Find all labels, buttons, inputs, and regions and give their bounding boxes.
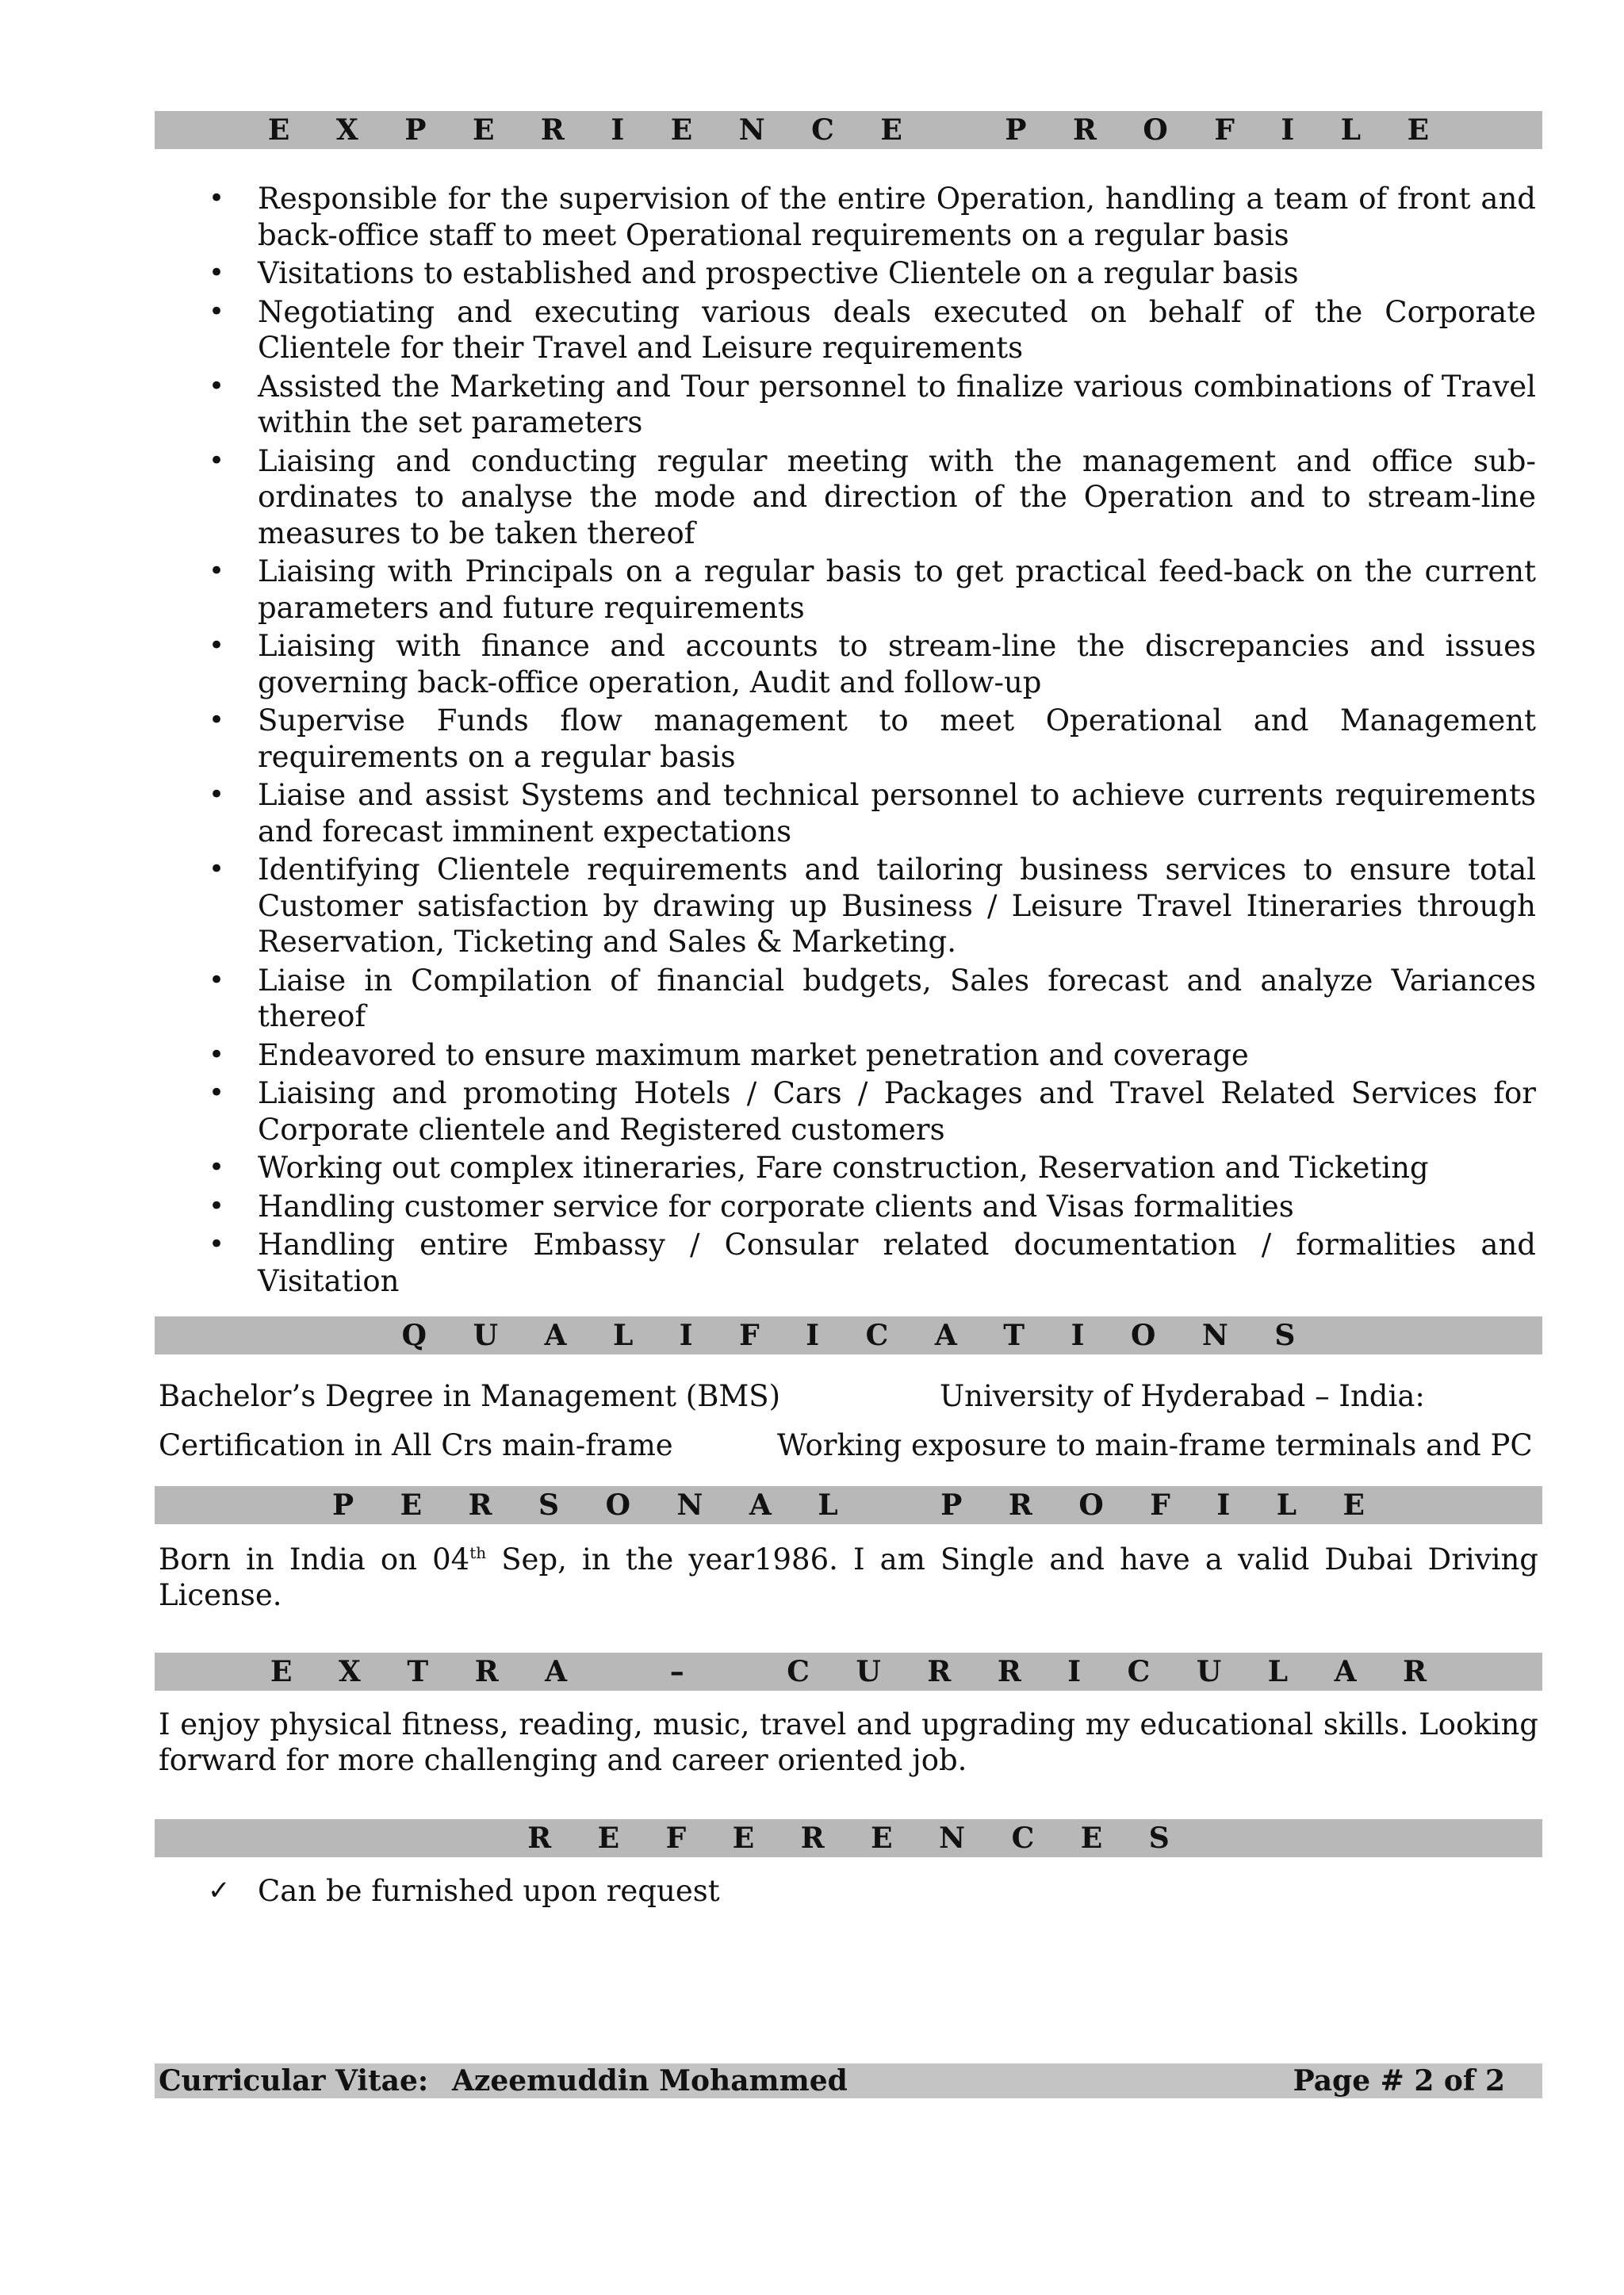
experience-item-text: Liaising and promoting Hotels / Cars / Packages and Travel Related Services for Corporate clientele and Registered customers: [258, 1076, 1536, 1147]
experience-list: [155, 181, 1542, 1301]
experience-item: [155, 703, 1542, 775]
experience-item: [155, 1037, 1542, 1074]
experience-item: [155, 554, 1542, 626]
bullet-icon: •: [209, 555, 225, 587]
experience-item: [155, 963, 1542, 1035]
qualifications-header: Q U A L I F I C A T I O N S: [155, 1316, 1542, 1354]
page-footer: [155, 2063, 1542, 2098]
experience-item-text: Visitations to established and prospective Clientele on a regular basis: [258, 256, 1299, 290]
experience-item-text: Liaising with finance and accounts to stream-line the discrepancies and issues governing back-office operation, Audit and follow-up: [258, 629, 1536, 699]
extra-curricular-text: I enjoy physical fitness, reading, music, travel and upgrading my educational skills. Looking forward for more challenging and career oriented job.: [159, 1707, 1538, 1777]
personal-profile-text: Born in India on 04th Sep, in the year1986. I am Single and have a valid Dubai Driving License.: [159, 1542, 1538, 1612]
qualification-university: University of Hyderabad – India:: [940, 1379, 1425, 1413]
personal-profile-header: P E R S O N A L P R O F I L E: [155, 1486, 1542, 1524]
references-text: Can be furnished upon request: [258, 1874, 720, 1908]
bullet-icon: •: [209, 444, 225, 477]
experience-item: [155, 1075, 1542, 1148]
qualification-degree: Bachelor’s Degree in Management (BMS): [159, 1379, 781, 1413]
qualification-row: [159, 1378, 1542, 1414]
experience-item-text: Liaise and assist Systems and technical personnel to achieve currents requirements and forecast imminent expectations: [258, 778, 1536, 849]
experience-item: [155, 181, 1542, 253]
bullet-icon: •: [209, 853, 225, 885]
qualification-row: [159, 1427, 1542, 1463]
qualification-exposure: Working exposure to main-frame terminals and PC: [777, 1428, 1533, 1462]
experience-item-text: Liaising with Principals on a regular basis to get practical feed-back on the current parameters and future requirements: [258, 554, 1536, 625]
bullet-icon: •: [209, 964, 225, 996]
footer-name: Azeemuddin Mohammed: [452, 2064, 848, 2098]
references-header: R E F E R E N C E S: [155, 1819, 1542, 1857]
bullet-icon: •: [209, 1151, 225, 1183]
bullet-icon: •: [209, 370, 225, 402]
experience-item-text: Responsible for the supervision of the entire Operation, handling a team of front and back-office staff to meet Operational requirements on a regular basis: [258, 182, 1536, 252]
experience-item: [155, 369, 1542, 441]
qualification-certification: Certification in All Crs main-frame: [159, 1428, 673, 1462]
bullet-icon: •: [209, 1038, 225, 1071]
bullet-icon: •: [209, 779, 225, 810]
experience-item: [155, 1150, 1542, 1186]
bullet-icon: •: [209, 182, 225, 214]
experience-item-text: Handling entire Embassy / Consular related documentation / formalities and Visitation: [258, 1228, 1536, 1298]
bullet-icon: •: [209, 1228, 225, 1260]
experience-item: [155, 443, 1542, 552]
experience-item-text: Negotiating and executing various deals executed on behalf of the Corporate Clientele for their Travel and Leisure requirements: [258, 294, 1536, 365]
bullet-icon: •: [209, 704, 225, 736]
experience-item: [155, 852, 1542, 960]
experience-item-text: Handling customer service for corporate clients and Visas formalities: [258, 1189, 1294, 1224]
experience-item: [155, 1227, 1542, 1299]
extra-curricular-header: E X T R A – C U R R I C U L A R: [155, 1653, 1542, 1691]
check-icon: ✓: [208, 1875, 231, 1906]
experience-item-text: Liaise in Compilation of financial budgets, Sales forecast and analyze Variances thereof: [258, 963, 1536, 1033]
bullet-icon: •: [209, 257, 225, 289]
experience-item-text: Assisted the Marketing and Tour personnel to finalize various combinations of Travel within the set parameters: [258, 369, 1536, 439]
experience-item-text: Endeavored to ensure maximum market penetration and coverage: [258, 1037, 1249, 1072]
footer-label: Curricular Vitae:: [159, 2064, 429, 2098]
bullet-icon: •: [209, 630, 225, 661]
experience-item-text: Supervise Funds flow management to meet Operational and Management requirements on a regular basis: [258, 703, 1536, 774]
experience-item: [155, 1189, 1542, 1225]
bullet-icon: •: [209, 295, 225, 328]
bullet-icon: •: [209, 1190, 225, 1222]
experience-item-text: Liaising and conducting regular meeting with the management and office sub-ordinates to analyse the mode and direction of the Operation and to stream-line measures to be taken thereof: [258, 443, 1536, 550]
experience-item: [155, 255, 1542, 292]
experience-item-text: Working out complex itineraries, Fare construction, Reservation and Ticketing: [258, 1151, 1429, 1185]
page-number: Page # 2 of 2: [1293, 2064, 1505, 2098]
experience-profile-header: E X P E R I E N C E P R O F I L E: [155, 111, 1542, 149]
bullet-icon: •: [209, 1077, 225, 1109]
experience-item-text: Identifying Clientele requirements and tailoring business services to ensure total Customer satisfaction by drawing up Business / Leisure Travel Itineraries through Reservation, Ticketing and Sales & Marketing.: [258, 852, 1536, 959]
experience-item: [155, 777, 1542, 849]
experience-item: [155, 628, 1542, 700]
experience-item: [155, 294, 1542, 366]
